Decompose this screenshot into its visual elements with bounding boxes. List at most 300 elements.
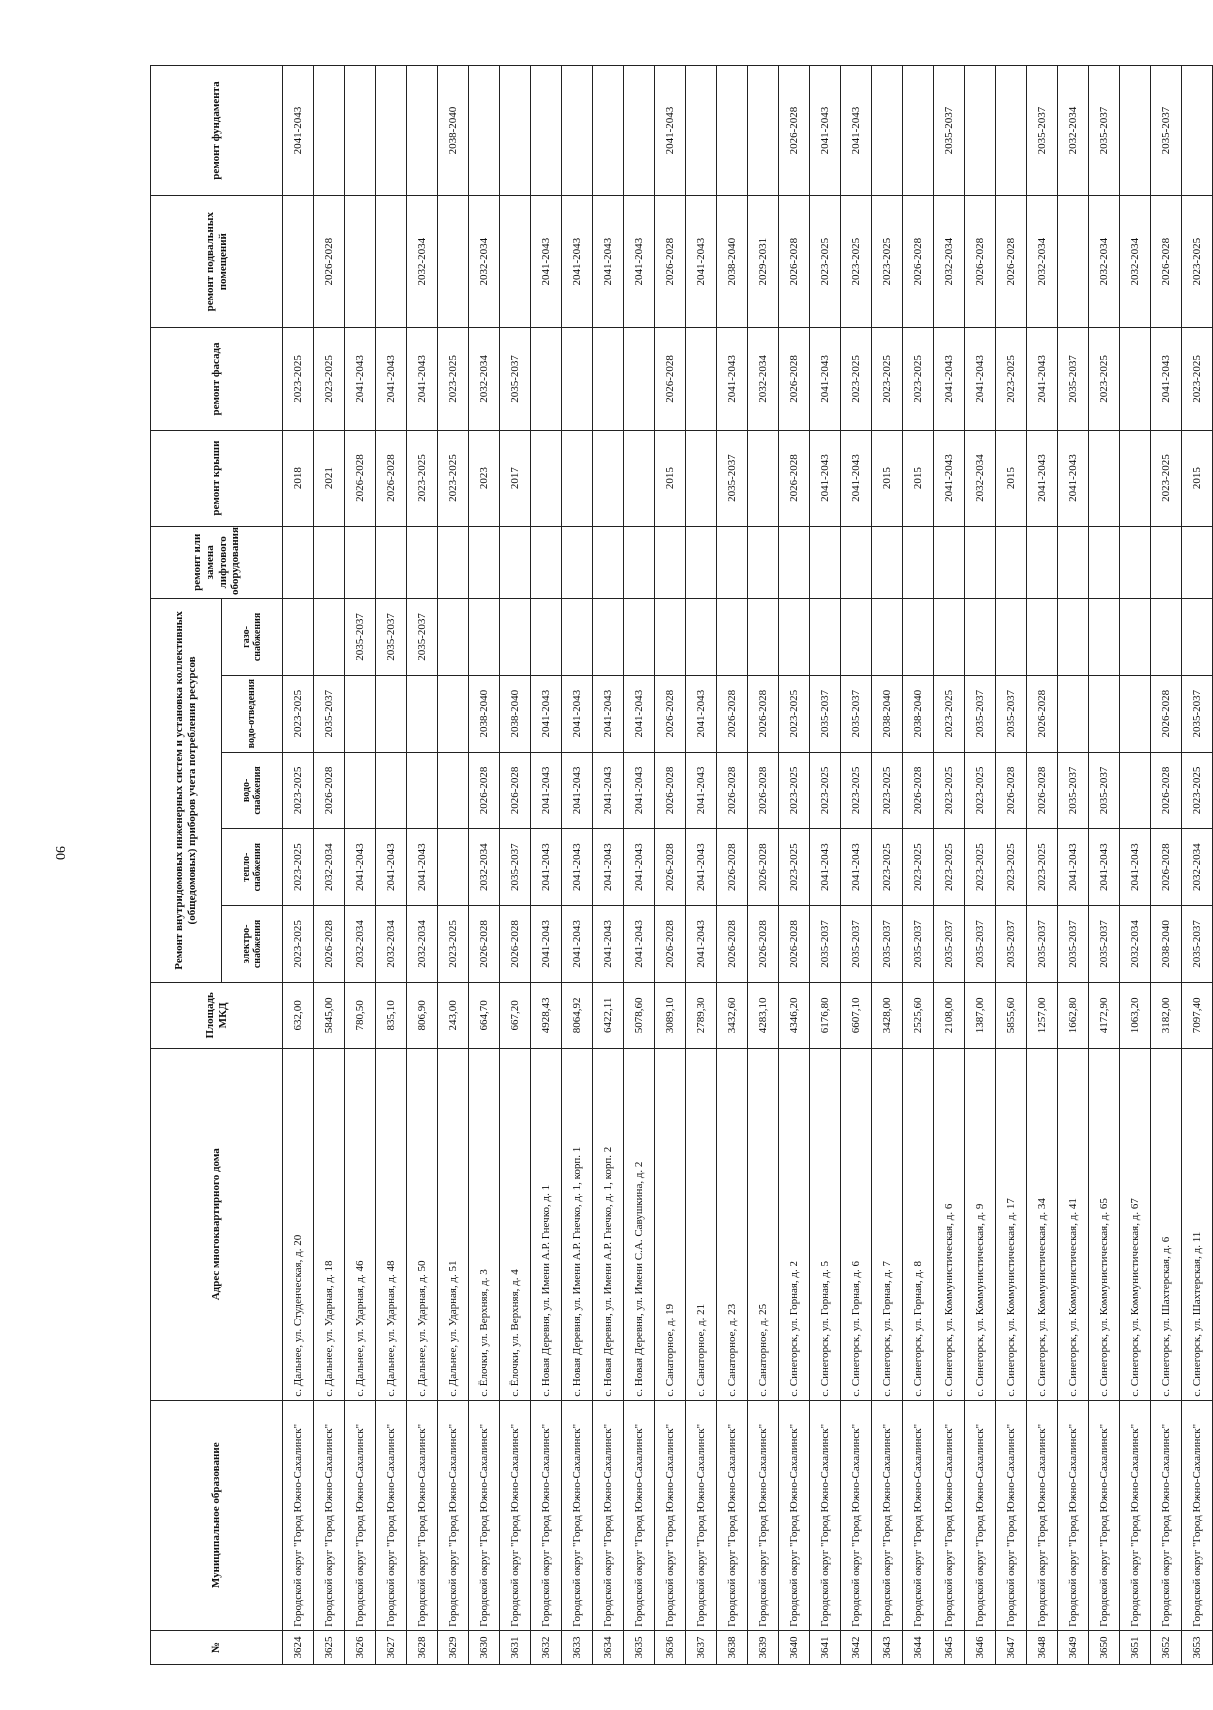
cell-drain: 2038-2040	[903, 675, 934, 752]
cell-roof: 2015	[996, 430, 1027, 526]
cell-lift	[314, 526, 345, 598]
cell-gas: 2035-2037	[345, 599, 376, 676]
cell-gas	[1027, 599, 1058, 676]
cell-lift	[779, 526, 810, 598]
cell-heat: 2023-2025	[283, 829, 314, 906]
cell-num: 3639	[748, 1630, 779, 1664]
cell-basement: 2032-2034	[1027, 196, 1058, 328]
cell-basement: 2026-2028	[779, 196, 810, 328]
cell-roof: 2015	[903, 430, 934, 526]
cell-electro: 2026-2028	[717, 906, 748, 983]
cell-address: с. Санаторное, д. 23	[717, 1048, 748, 1400]
table-row	[655, 66, 686, 1665]
cell-water: 2023-2025	[283, 752, 314, 829]
cell-facade: 2023-2025	[841, 328, 872, 430]
cell-facade: 2026-2028	[655, 328, 686, 430]
cell-area: 1063,20	[1120, 982, 1151, 1048]
table-row	[841, 66, 872, 1665]
cell-num: 3648	[1027, 1630, 1058, 1664]
cell-drain: 2041-2043	[593, 675, 624, 752]
cell-area: 7097,40	[1182, 982, 1213, 1048]
cell-mo: Городской округ "Город Южно-Сахалинск"	[1027, 1400, 1058, 1630]
table-row	[1120, 66, 1151, 1665]
cell-lift	[1027, 526, 1058, 598]
cell-mo: Городской округ "Город Южно-Сахалинск"	[655, 1400, 686, 1630]
header-address: Адрес многоквартирного дома	[151, 1048, 283, 1400]
cell-mo: Городской округ "Город Южно-Сахалинск"	[407, 1400, 438, 1630]
cell-num: 3626	[345, 1630, 376, 1664]
table-row	[965, 66, 996, 1665]
table-body	[283, 66, 1213, 1665]
cell-address: с. Ёлочки, ул. Верхняя, д. 3	[469, 1048, 500, 1400]
cell-num: 3640	[779, 1630, 810, 1664]
cell-gas	[1151, 599, 1182, 676]
cell-roof	[1120, 430, 1151, 526]
cell-electro: 2032-2034	[407, 906, 438, 983]
cell-water	[376, 752, 407, 829]
cell-address: с. Новая Деревня, ул. Имени А.Р. Гнечко, д. 1, корп. 1	[562, 1048, 593, 1400]
cell-area: 6176,80	[810, 982, 841, 1048]
cell-gas	[438, 599, 469, 676]
cell-num: 3625	[314, 1630, 345, 1664]
cell-facade	[593, 328, 624, 430]
cell-address: с. Синегорск, ул. Коммунистическая, д. 65	[1089, 1048, 1120, 1400]
cell-mo: Городской округ "Город Южно-Сахалинск"	[1089, 1400, 1120, 1630]
cell-mo: Городской округ "Город Южно-Сахалинск"	[376, 1400, 407, 1630]
cell-basement: 2026-2028	[965, 196, 996, 328]
cell-heat: 2023-2025	[872, 829, 903, 906]
table-row	[345, 66, 376, 1665]
cell-address: с. Дальнее, ул. Ударная, д. 46	[345, 1048, 376, 1400]
cell-electro: 2035-2037	[1182, 906, 1213, 983]
cell-gas	[500, 599, 531, 676]
table-row	[872, 66, 903, 1665]
cell-drain	[1120, 675, 1151, 752]
cell-facade: 2023-2025	[438, 328, 469, 430]
cell-area: 1662,80	[1058, 982, 1089, 1048]
cell-num: 3628	[407, 1630, 438, 1664]
cell-drain: 2026-2028	[655, 675, 686, 752]
cell-roof: 2026-2028	[345, 430, 376, 526]
cell-lift	[562, 526, 593, 598]
cell-address: с. Синегорск, ул. Горная, д. 7	[872, 1048, 903, 1400]
cell-mo: Городской округ "Город Южно-Сахалинск"	[1182, 1400, 1213, 1630]
cell-num: 3649	[1058, 1630, 1089, 1664]
cell-foundation	[717, 66, 748, 196]
cell-basement: 2041-2043	[624, 196, 655, 328]
cell-facade: 2041-2043	[1151, 328, 1182, 430]
cell-heat: 2041-2043	[1120, 829, 1151, 906]
cell-electro: 2035-2037	[1058, 906, 1089, 983]
cell-gas	[872, 599, 903, 676]
cell-heat: 2026-2028	[748, 829, 779, 906]
cell-roof: 2041-2043	[841, 430, 872, 526]
cell-num: 3634	[593, 1630, 624, 1664]
cell-mo: Городской округ "Город Южно-Сахалинск"	[500, 1400, 531, 1630]
cell-electro: 2035-2037	[841, 906, 872, 983]
cell-area: 667,20	[500, 982, 531, 1048]
cell-mo: Городской округ "Город Южно-Сахалинск"	[562, 1400, 593, 1630]
table-wrapper	[150, 65, 1203, 1665]
cell-num: 3645	[934, 1630, 965, 1664]
cell-lift	[438, 526, 469, 598]
cell-area: 6422,11	[593, 982, 624, 1048]
cell-heat: 2041-2043	[593, 829, 624, 906]
cell-heat: 2032-2034	[314, 829, 345, 906]
cell-area: 3089,10	[655, 982, 686, 1048]
header-foundation: ремонт фундамента	[151, 66, 283, 196]
cell-num: 3632	[531, 1630, 562, 1664]
cell-address: с. Ёлочки, ул. Верхняя, д. 4	[500, 1048, 531, 1400]
cell-mo: Городской округ "Город Южно-Сахалинск"	[779, 1400, 810, 1630]
cell-heat: 2041-2043	[562, 829, 593, 906]
cell-facade: 2023-2025	[1089, 328, 1120, 430]
cell-area: 2108,00	[934, 982, 965, 1048]
cell-heat: 2041-2043	[407, 829, 438, 906]
cell-facade: 2041-2043	[717, 328, 748, 430]
cell-drain	[1058, 675, 1089, 752]
cell-electro: 2023-2025	[438, 906, 469, 983]
cell-address: с. Синегорск, ул. Шахтерская, д. 6	[1151, 1048, 1182, 1400]
cell-num: 3651	[1120, 1630, 1151, 1664]
cell-electro: 2026-2028	[314, 906, 345, 983]
cell-mo: Городской округ "Город Южно-Сахалинск"	[469, 1400, 500, 1630]
cell-heat: 2041-2043	[376, 829, 407, 906]
cell-address: с. Синегорск, ул. Коммунистическая, д. 17	[996, 1048, 1027, 1400]
cell-facade: 2032-2034	[748, 328, 779, 430]
cell-gas	[283, 599, 314, 676]
cell-basement: 2026-2028	[903, 196, 934, 328]
table-row	[1027, 66, 1058, 1665]
header-roof: ремонт крыши	[151, 430, 283, 526]
cell-roof: 2015	[872, 430, 903, 526]
cell-area: 5078,60	[624, 982, 655, 1048]
table-row	[903, 66, 934, 1665]
cell-num: 3653	[1182, 1630, 1213, 1664]
cell-address: с. Новая Деревня, ул. Имени С.А. Савушкина, д. 2	[624, 1048, 655, 1400]
cell-gas	[1182, 599, 1213, 676]
cell-water	[438, 752, 469, 829]
cell-basement: 2023-2025	[1182, 196, 1213, 328]
cell-area: 6607,10	[841, 982, 872, 1048]
cell-area: 1257,00	[1027, 982, 1058, 1048]
cell-facade: 2023-2025	[872, 328, 903, 430]
cell-facade: 2023-2025	[314, 328, 345, 430]
table-row	[531, 66, 562, 1665]
cell-area: 2789,30	[686, 982, 717, 1048]
table-row	[810, 66, 841, 1665]
cell-lift	[748, 526, 779, 598]
cell-roof	[531, 430, 562, 526]
cell-electro: 2035-2037	[934, 906, 965, 983]
cell-address: с. Синегорск, ул. Шахтерская, д. 11	[1182, 1048, 1213, 1400]
cell-basement	[1058, 196, 1089, 328]
cell-foundation	[996, 66, 1027, 196]
cell-facade: 2041-2043	[1027, 328, 1058, 430]
cell-heat: 2023-2025	[965, 829, 996, 906]
cell-foundation: 2035-2037	[1027, 66, 1058, 196]
cell-foundation	[407, 66, 438, 196]
cell-address: с. Синегорск, ул. Горная, д. 2	[779, 1048, 810, 1400]
cell-lift	[1058, 526, 1089, 598]
cell-mo: Городской округ "Город Южно-Сахалинск"	[531, 1400, 562, 1630]
cell-lift	[469, 526, 500, 598]
cell-mo: Городской округ "Город Южно-Сахалинск"	[810, 1400, 841, 1630]
cell-water: 2023-2025	[1182, 752, 1213, 829]
cell-address: с. Синегорск, ул. Горная, д. 5	[810, 1048, 841, 1400]
cell-drain: 2026-2028	[748, 675, 779, 752]
cell-address: с. Новая Деревня, ул. Имени А.Р. Гнечко, д. 1, корп. 2	[593, 1048, 624, 1400]
cell-water: 2041-2043	[593, 752, 624, 829]
cell-foundation: 2041-2043	[841, 66, 872, 196]
cell-area: 1387,00	[965, 982, 996, 1048]
cell-lift	[1089, 526, 1120, 598]
cell-basement: 2023-2025	[810, 196, 841, 328]
cell-roof: 2032-2034	[965, 430, 996, 526]
header-facade: ремонт фасада	[151, 328, 283, 430]
cell-drain: 2038-2040	[469, 675, 500, 752]
cell-electro: 2035-2037	[965, 906, 996, 983]
header-heat: тепло-снабжения	[222, 829, 283, 906]
header-electro: электро-снабжения	[222, 906, 283, 983]
cell-address: с. Дальнее, ул. Ударная, д. 50	[407, 1048, 438, 1400]
cell-electro: 2023-2025	[283, 906, 314, 983]
cell-gas	[593, 599, 624, 676]
table-row	[1058, 66, 1089, 1665]
cell-foundation	[562, 66, 593, 196]
cell-roof: 2017	[500, 430, 531, 526]
cell-area: 3432,60	[717, 982, 748, 1048]
table-row	[686, 66, 717, 1665]
cell-facade	[562, 328, 593, 430]
cell-roof	[593, 430, 624, 526]
table-row	[624, 66, 655, 1665]
cell-gas	[655, 599, 686, 676]
cell-address: с. Синегорск, ул. Коммунистическая, д. 34	[1027, 1048, 1058, 1400]
cell-foundation	[345, 66, 376, 196]
cell-lift	[903, 526, 934, 598]
cell-lift	[531, 526, 562, 598]
cell-area: 4346,20	[779, 982, 810, 1048]
cell-gas	[779, 599, 810, 676]
repair-schedule-table	[150, 65, 1213, 1665]
cell-foundation	[500, 66, 531, 196]
cell-drain: 2035-2037	[996, 675, 1027, 752]
cell-water: 2026-2028	[500, 752, 531, 829]
cell-water: 2026-2028	[717, 752, 748, 829]
cell-address: с. Санаторное, д. 25	[748, 1048, 779, 1400]
cell-num: 3650	[1089, 1630, 1120, 1664]
cell-roof: 2023-2025	[1151, 430, 1182, 526]
cell-foundation	[593, 66, 624, 196]
cell-lift	[593, 526, 624, 598]
cell-water: 2026-2028	[314, 752, 345, 829]
cell-address: с. Дальнее, ул. Студенческая, д. 20	[283, 1048, 314, 1400]
cell-mo: Городской округ "Город Южно-Сахалинск"	[345, 1400, 376, 1630]
cell-num: 3646	[965, 1630, 996, 1664]
cell-mo: Городской округ "Город Южно-Сахалинск"	[748, 1400, 779, 1630]
cell-address: с. Новая Деревня, ул. Имени А.Р. Гнечко, д. 1	[531, 1048, 562, 1400]
cell-drain	[376, 675, 407, 752]
cell-gas	[1058, 599, 1089, 676]
cell-mo: Городской округ "Город Южно-Сахалинск"	[1151, 1400, 1182, 1630]
cell-water: 2035-2037	[1058, 752, 1089, 829]
cell-mo: Городской округ "Город Южно-Сахалинск"	[717, 1400, 748, 1630]
cell-roof: 2041-2043	[934, 430, 965, 526]
cell-gas	[686, 599, 717, 676]
cell-address: с. Синегорск, ул. Горная, д. 8	[903, 1048, 934, 1400]
cell-basement: 2032-2034	[1120, 196, 1151, 328]
cell-lift	[500, 526, 531, 598]
cell-basement: 2032-2034	[934, 196, 965, 328]
header-drain: водо-отведения	[222, 675, 283, 752]
cell-lift	[996, 526, 1027, 598]
cell-electro: 2032-2034	[345, 906, 376, 983]
table-row	[1089, 66, 1120, 1665]
cell-num: 3630	[469, 1630, 500, 1664]
cell-basement	[283, 196, 314, 328]
cell-mo: Городской округ "Город Южно-Сахалинск"	[1120, 1400, 1151, 1630]
cell-facade	[1120, 328, 1151, 430]
cell-mo: Городской округ "Город Южно-Сахалинск"	[624, 1400, 655, 1630]
cell-facade: 2023-2025	[996, 328, 1027, 430]
cell-basement: 2041-2043	[686, 196, 717, 328]
cell-heat	[438, 829, 469, 906]
cell-electro: 2035-2037	[996, 906, 1027, 983]
cell-heat: 2026-2028	[717, 829, 748, 906]
table-row	[562, 66, 593, 1665]
cell-foundation	[903, 66, 934, 196]
cell-heat: 2041-2043	[810, 829, 841, 906]
cell-basement: 2026-2028	[996, 196, 1027, 328]
cell-lift	[1151, 526, 1182, 598]
cell-heat: 2041-2043	[345, 829, 376, 906]
cell-area: 3428,00	[872, 982, 903, 1048]
cell-basement: 2023-2025	[841, 196, 872, 328]
cell-water: 2026-2028	[748, 752, 779, 829]
table-row	[407, 66, 438, 1665]
cell-foundation	[624, 66, 655, 196]
table-row	[996, 66, 1027, 1665]
cell-facade: 2041-2043	[965, 328, 996, 430]
cell-drain: 2023-2025	[283, 675, 314, 752]
table-row	[500, 66, 531, 1665]
cell-lift	[624, 526, 655, 598]
cell-foundation	[686, 66, 717, 196]
cell-lift	[810, 526, 841, 598]
cell-num: 3633	[562, 1630, 593, 1664]
cell-drain	[1089, 675, 1120, 752]
cell-area: 5845,00	[314, 982, 345, 1048]
cell-lift	[717, 526, 748, 598]
header-gas: газо-снабжения	[222, 599, 283, 676]
cell-mo: Городской округ "Город Южно-Сахалинск"	[872, 1400, 903, 1630]
cell-num: 3637	[686, 1630, 717, 1664]
cell-water: 2026-2028	[1151, 752, 1182, 829]
cell-lift	[965, 526, 996, 598]
cell-gas: 2035-2037	[376, 599, 407, 676]
table-row	[314, 66, 345, 1665]
cell-basement: 2032-2034	[469, 196, 500, 328]
cell-basement: 2023-2025	[872, 196, 903, 328]
table-row	[283, 66, 314, 1665]
cell-facade: 2041-2043	[407, 328, 438, 430]
cell-lift	[407, 526, 438, 598]
cell-electro: 2026-2028	[779, 906, 810, 983]
cell-lift	[934, 526, 965, 598]
cell-electro: 2032-2034	[376, 906, 407, 983]
cell-facade	[624, 328, 655, 430]
cell-roof: 2018	[283, 430, 314, 526]
cell-num: 3631	[500, 1630, 531, 1664]
cell-foundation	[965, 66, 996, 196]
cell-gas	[1089, 599, 1120, 676]
cell-foundation: 2041-2043	[655, 66, 686, 196]
cell-num: 3638	[717, 1630, 748, 1664]
header-water: водо-снабжения	[222, 752, 283, 829]
cell-area: 4283,10	[748, 982, 779, 1048]
cell-heat: 2032-2034	[469, 829, 500, 906]
cell-basement	[345, 196, 376, 328]
cell-heat: 2023-2025	[996, 829, 1027, 906]
table-row	[779, 66, 810, 1665]
table-row	[934, 66, 965, 1665]
cell-foundation	[1182, 66, 1213, 196]
table-row	[376, 66, 407, 1665]
cell-roof: 2023	[469, 430, 500, 526]
cell-facade: 2041-2043	[345, 328, 376, 430]
cell-gas	[717, 599, 748, 676]
cell-drain	[345, 675, 376, 752]
cell-facade: 2035-2037	[500, 328, 531, 430]
cell-roof	[686, 430, 717, 526]
table-row	[593, 66, 624, 1665]
cell-water	[1120, 752, 1151, 829]
cell-num: 3643	[872, 1630, 903, 1664]
cell-facade	[686, 328, 717, 430]
cell-drain: 2038-2040	[872, 675, 903, 752]
cell-drain: 2041-2043	[686, 675, 717, 752]
cell-drain: 2038-2040	[500, 675, 531, 752]
cell-heat: 2026-2028	[655, 829, 686, 906]
cell-lift	[283, 526, 314, 598]
cell-foundation	[872, 66, 903, 196]
cell-roof: 2035-2037	[717, 430, 748, 526]
cell-lift	[376, 526, 407, 598]
cell-roof	[624, 430, 655, 526]
cell-mo: Городской округ "Город Южно-Сахалинск"	[903, 1400, 934, 1630]
cell-basement: 2038-2040	[717, 196, 748, 328]
cell-mo: Городской округ "Город Южно-Сахалинск"	[686, 1400, 717, 1630]
cell-electro: 2026-2028	[500, 906, 531, 983]
cell-gas	[624, 599, 655, 676]
cell-area: 835,10	[376, 982, 407, 1048]
cell-basement: 2026-2028	[655, 196, 686, 328]
cell-mo: Городской округ "Город Южно-Сахалинск"	[996, 1400, 1027, 1630]
cell-electro: 2041-2043	[562, 906, 593, 983]
cell-mo: Городской округ "Город Южно-Сахалинск"	[934, 1400, 965, 1630]
cell-heat: 2023-2025	[903, 829, 934, 906]
cell-area: 2525,60	[903, 982, 934, 1048]
cell-electro: 2041-2043	[686, 906, 717, 983]
cell-drain: 2035-2037	[965, 675, 996, 752]
cell-heat: 2041-2043	[686, 829, 717, 906]
cell-lift	[345, 526, 376, 598]
cell-facade: 2041-2043	[934, 328, 965, 430]
cell-heat: 2041-2043	[841, 829, 872, 906]
page-number: 90	[52, 846, 67, 860]
cell-basement: 2032-2034	[1089, 196, 1120, 328]
